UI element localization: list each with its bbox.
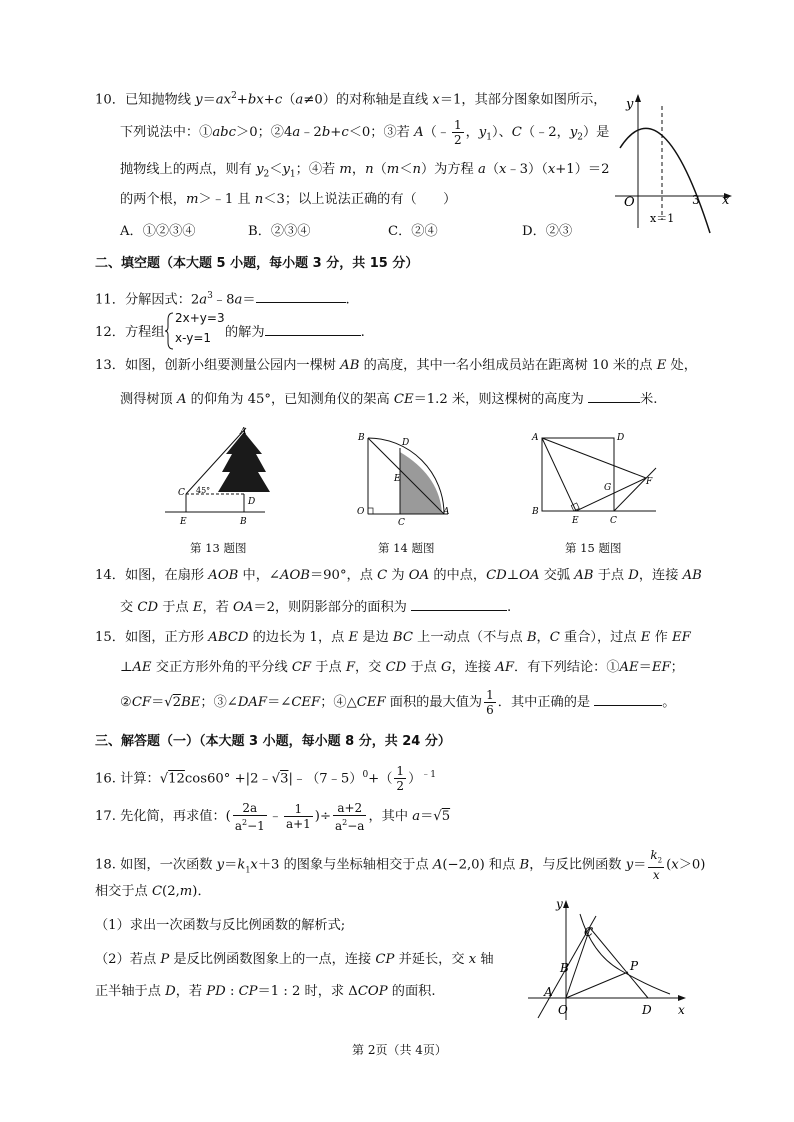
svg-text:C: C (584, 925, 594, 939)
q13-line2: 测得树顶 A 的仰角为 45°，已知测角仪的架高 CE＝1.2 米，则这棵树的高度为 米. (120, 388, 657, 410)
q18-line2: 相交于点 C(2,m)． (95, 884, 211, 899)
svg-text:A: A (240, 427, 247, 437)
q10-line2: 下列说法中：①abc＞0；②4a﹣2b+c＜0；③若 A（﹣ $\frac{1}{2}$ ，$y_1$）、C（﹣2，$y_2$）是 (120, 118, 610, 147)
svg-text:A: A (544, 985, 553, 999)
svg-text:A: A (532, 433, 539, 443)
q14-line2: 交 CD 于点 E，若 OA＝2，则阴影部分的面积为 . (120, 596, 511, 618)
q12-suffix: 的解为 . (225, 321, 365, 340)
figure-14 (352, 428, 462, 528)
page-footer: 第 2页（共 4页） (352, 1043, 447, 1057)
svg-text:D: D (617, 433, 625, 443)
svg-text:E: E (394, 474, 401, 484)
q10-line1: 10．已知抛物线 $y=ax^2+bx+c(a\ne 0)$的对称轴是直线 x＝1，其部分图象如图所示， (95, 91, 607, 108)
svg-text:O: O (357, 507, 365, 517)
svg-text:D: D (248, 497, 256, 507)
q10-option-b: B．②③④ (248, 224, 311, 239)
q10-y-label: y (626, 97, 634, 112)
svg-text:C: C (610, 516, 617, 526)
q12-eq1: 2x+y=3 (175, 311, 225, 325)
svg-text:E: E (572, 516, 579, 526)
svg-text:B: B (560, 961, 569, 975)
q12-eq2: x-y=1 (175, 331, 212, 345)
q10-parabola-figure (610, 88, 740, 238)
svg-text:B: B (532, 507, 539, 517)
svg-text:B: B (240, 517, 247, 527)
figure-13 (160, 420, 270, 530)
figure-15-caption: 第 15 题图 (565, 541, 622, 555)
q10-line3: 抛物线上的两点，则有 $y_2<y_1$；④若 m，n（m＜n）为方程 a（x﹣3）（x+1）＝2 (120, 162, 610, 180)
q12-prefix: 12．方程组 (95, 325, 165, 340)
q13-line1: 13．如图，创新小组要测量公园内一棵树 AB 的高度，其中一名小组成员站在距离树 10 米的点 E 处， (95, 358, 697, 373)
q10-origin-label: O (624, 195, 635, 210)
q10-option-a: A．①②③④ (120, 224, 196, 239)
q18-part2b: 正半轴于点 D，若 PD : CP＝1 : 2 时，求 ΔCOP 的面积. (95, 984, 436, 999)
q10-line4: 的两个根，m＞﹣1 且 n＜3；以上说法正确的有（ ） (120, 192, 457, 207)
q11: 11．分解因式：$2a^3﹣8a=$ . (95, 286, 350, 310)
svg-text:45°: 45° (196, 486, 211, 495)
svg-text:G: G (604, 483, 612, 493)
section2-heading: 二、填空题（本大题 5 小题，每小题 3 分，共 15 分） (95, 256, 419, 271)
svg-text:C: C (398, 518, 405, 528)
q16: 16. 计算：√12cos60° +|2﹣√3|﹣（7﹣5）$^0$+（ $\frac{1}{2}$ ）$^{﹣1}$ (95, 764, 436, 794)
q15-line3: ②CF＝√2BE；③∠DAF＝∠CEF；④△CEF 面积的最大值为 $\frac{1}{6}$ ．其中正确的是 。 (120, 688, 676, 717)
q10-axis-label: x＝1 (650, 212, 675, 225)
svg-text:E: E (180, 517, 187, 527)
q15-line2: ⊥AE 交正方形外角的平分线 CF 于点 F，交 CD 于点 G，连接 AF．有下列结论：①AE＝EF； (120, 660, 684, 675)
svg-text:y: y (556, 897, 563, 911)
svg-text:O: O (558, 1003, 568, 1017)
svg-text:x: x (678, 1003, 685, 1017)
q14-line1: 14．如图，在扇形 AOB 中，∠AOB＝90°，点 C 为 OA 的中点，CD⊥OA 交弧 AB 于点 D，连接 AB (95, 568, 702, 583)
q10-three-label: 3 (692, 193, 700, 207)
q15-line1: 15．如图，正方形 ABCD 的边长为 1，点 E 是边 BC 上一动点（不与点 B，C 重合），过点 E 作 EF (95, 630, 691, 645)
q18-line1: 18. 如图，一次函数 $y=k_1x+3$ 的图象与坐标轴相交于点 A(−2,0) 和点 B，与反比例函数 y＝ $\frac{k_2}{x}$ (x＞0) (95, 848, 706, 883)
q12 (95, 310, 495, 352)
svg-text:D: D (642, 1003, 652, 1017)
svg-text:P: P (630, 959, 639, 973)
q18-part2a: （2）若点 P 是反比例函数图象上的一点，连接 CP 并延长，交 x 轴 (95, 952, 494, 967)
q10-option-d: D．②③ (522, 224, 573, 239)
svg-text:F: F (646, 477, 653, 487)
section3-heading: 三、解答题（一）（本大题 3 小题，每小题 8 分，共 24 分） (95, 734, 451, 749)
svg-text:B: B (358, 433, 365, 443)
q17: 17. 先化简，再求值：( $\frac{2a}{a^2-1}$ ﹣ $\frac{1}{a+1}$ )÷ $\frac{a+2}{a^2-a}$ ，其中 a＝√5 (95, 800, 451, 833)
figure-13-caption: 第 13 题图 (190, 541, 247, 555)
svg-text:D: D (402, 438, 410, 448)
figure-14-caption: 第 14 题图 (378, 541, 435, 555)
q18-part1: （1）求出一次函数与反比例函数的解析式; (95, 918, 346, 933)
svg-text:C: C (178, 488, 185, 498)
q10-option-c: C．②④ (388, 224, 438, 239)
tree-icon (218, 432, 270, 492)
q10-x-label: x (722, 193, 730, 208)
q18-figure (520, 894, 696, 1024)
figure-15 (528, 428, 664, 528)
q12-brace (165, 312, 175, 350)
svg-text:A: A (443, 507, 450, 517)
